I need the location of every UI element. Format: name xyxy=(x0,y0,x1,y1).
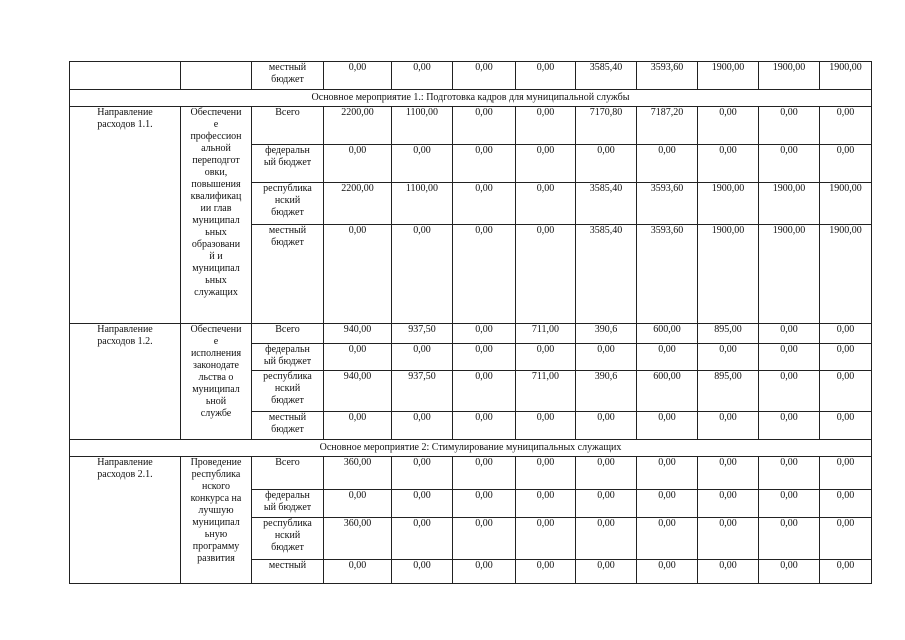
value-cell: 0,00 xyxy=(759,107,820,145)
value-cell: 360,00 xyxy=(324,518,392,560)
value-cell: 0,00 xyxy=(324,62,392,90)
value-cell: 0,00 xyxy=(324,560,392,584)
value-cell: 0,00 xyxy=(576,518,637,560)
value-cell: 0,00 xyxy=(759,490,820,518)
value-cell: 0,00 xyxy=(392,62,453,90)
value-cell: 0,00 xyxy=(759,344,820,371)
value-cell: 0,00 xyxy=(516,344,576,371)
value-cell: 0,00 xyxy=(698,107,759,145)
value-cell: 0,00 xyxy=(516,145,576,183)
direction-cell xyxy=(70,62,181,90)
value-cell: 0,00 xyxy=(637,518,698,560)
value-cell: 0,00 xyxy=(453,62,516,90)
value-cell: 0,00 xyxy=(698,560,759,584)
value-cell: 0,00 xyxy=(698,344,759,371)
value-cell: 2200,00 xyxy=(324,183,392,225)
value-cell: 0,00 xyxy=(576,145,637,183)
value-cell: 0,00 xyxy=(820,412,872,440)
value-cell: 0,00 xyxy=(759,371,820,412)
value-cell: 0,00 xyxy=(637,412,698,440)
value-cell: 1900,00 xyxy=(759,62,820,90)
value-cell: 0,00 xyxy=(637,560,698,584)
activity-cell: Проведение республика нского конкурса на лучшую муниципал ьную программу развития xyxy=(181,457,252,584)
value-cell: 600,00 xyxy=(637,371,698,412)
value-cell: 0,00 xyxy=(820,457,872,490)
value-cell: 0,00 xyxy=(392,457,453,490)
value-cell: 895,00 xyxy=(698,371,759,412)
value-cell: 0,00 xyxy=(516,225,576,324)
value-cell: 0,00 xyxy=(576,412,637,440)
value-cell: 0,00 xyxy=(820,145,872,183)
value-cell: 711,00 xyxy=(516,324,576,344)
direction-cell: Направление расходов 2.1. xyxy=(70,457,181,584)
value-cell: 0,00 xyxy=(453,344,516,371)
source-cell: федеральн ый бюджет xyxy=(252,490,324,518)
value-cell: 0,00 xyxy=(820,560,872,584)
value-cell: 0,00 xyxy=(453,490,516,518)
value-cell: 0,00 xyxy=(453,560,516,584)
value-cell: 0,00 xyxy=(637,145,698,183)
value-cell: 1900,00 xyxy=(698,183,759,225)
value-cell: 1100,00 xyxy=(392,183,453,225)
source-cell: местный xyxy=(252,560,324,584)
value-cell: 3593,60 xyxy=(637,183,698,225)
value-cell: 0,00 xyxy=(453,324,516,344)
table-row xyxy=(70,457,872,490)
source-cell: Всего xyxy=(252,324,324,344)
value-cell: 0,00 xyxy=(453,183,516,225)
value-cell: 390,6 xyxy=(576,371,637,412)
value-cell: 940,00 xyxy=(324,371,392,412)
source-cell: местный бюджет xyxy=(252,225,324,324)
value-cell: 3585,40 xyxy=(576,225,637,324)
activity-cell: Обеспечени е исполнения законодате льства о муниципал ьной службе xyxy=(181,324,252,440)
value-cell: 0,00 xyxy=(820,107,872,145)
value-cell: 0,00 xyxy=(516,183,576,225)
value-cell: 711,00 xyxy=(516,371,576,412)
value-cell: 0,00 xyxy=(759,457,820,490)
value-cell: 0,00 xyxy=(516,107,576,145)
value-cell: 0,00 xyxy=(324,145,392,183)
value-cell: 3593,60 xyxy=(637,62,698,90)
value-cell: 0,00 xyxy=(324,490,392,518)
value-cell: 0,00 xyxy=(392,344,453,371)
value-cell: 0,00 xyxy=(698,457,759,490)
value-cell: 360,00 xyxy=(324,457,392,490)
value-cell: 0,00 xyxy=(453,225,516,324)
value-cell: 0,00 xyxy=(637,344,698,371)
value-cell: 1900,00 xyxy=(698,225,759,324)
value-cell: 0,00 xyxy=(576,457,637,490)
source-cell: республика нский бюджет xyxy=(252,518,324,560)
value-cell: 895,00 xyxy=(698,324,759,344)
value-cell: 0,00 xyxy=(820,344,872,371)
value-cell: 0,00 xyxy=(576,560,637,584)
value-cell: 0,00 xyxy=(576,344,637,371)
value-cell: 937,50 xyxy=(392,371,453,412)
value-cell: 0,00 xyxy=(516,490,576,518)
value-cell: 0,00 xyxy=(453,107,516,145)
section-row xyxy=(70,440,872,457)
value-cell: 0,00 xyxy=(324,412,392,440)
value-cell: 0,00 xyxy=(759,560,820,584)
value-cell: 0,00 xyxy=(392,412,453,440)
value-cell: 0,00 xyxy=(392,490,453,518)
value-cell: 1900,00 xyxy=(820,62,872,90)
activity-cell: Обеспечени е профессион альной переподгот овки, повышения квалификац ии глав муниципал ьных образовани й и муниципал ьных служащих xyxy=(181,107,252,324)
value-cell: 937,50 xyxy=(392,324,453,344)
value-cell: 0,00 xyxy=(453,145,516,183)
value-cell: 1100,00 xyxy=(392,107,453,145)
value-cell: 0,00 xyxy=(820,518,872,560)
table-row xyxy=(70,107,872,145)
source-cell: республика нский бюджет xyxy=(252,371,324,412)
source-cell: местный бюджет xyxy=(252,62,324,90)
value-cell: 0,00 xyxy=(637,457,698,490)
source-cell: федеральн ый бюджет xyxy=(252,344,324,371)
value-cell: 0,00 xyxy=(324,225,392,324)
value-cell: 0,00 xyxy=(516,62,576,90)
value-cell: 0,00 xyxy=(392,560,453,584)
value-cell: 2200,00 xyxy=(324,107,392,145)
value-cell: 0,00 xyxy=(698,145,759,183)
value-cell: 0,00 xyxy=(820,490,872,518)
value-cell: 0,00 xyxy=(516,560,576,584)
value-cell: 1900,00 xyxy=(698,62,759,90)
value-cell: 0,00 xyxy=(759,412,820,440)
source-cell: местный бюджет xyxy=(252,412,324,440)
value-cell: 1900,00 xyxy=(759,225,820,324)
activity-cell xyxy=(181,62,252,90)
value-cell: 390,6 xyxy=(576,324,637,344)
value-cell: 0,00 xyxy=(324,344,392,371)
value-cell: 940,00 xyxy=(324,324,392,344)
value-cell: 0,00 xyxy=(698,490,759,518)
value-cell: 0,00 xyxy=(637,490,698,518)
value-cell: 0,00 xyxy=(516,412,576,440)
value-cell: 1900,00 xyxy=(759,183,820,225)
value-cell: 0,00 xyxy=(453,412,516,440)
value-cell: 0,00 xyxy=(453,518,516,560)
value-cell: 600,00 xyxy=(637,324,698,344)
value-cell: 0,00 xyxy=(759,518,820,560)
table-row xyxy=(70,62,872,90)
value-cell: 0,00 xyxy=(576,490,637,518)
source-cell: Всего xyxy=(252,457,324,490)
value-cell: 0,00 xyxy=(516,518,576,560)
value-cell: 0,00 xyxy=(820,324,872,344)
value-cell: 0,00 xyxy=(453,371,516,412)
value-cell: 0,00 xyxy=(392,145,453,183)
value-cell: 1900,00 xyxy=(820,183,872,225)
value-cell: 0,00 xyxy=(698,412,759,440)
value-cell: 3593,60 xyxy=(637,225,698,324)
value-cell: 0,00 xyxy=(759,324,820,344)
source-cell: республика нский бюджет xyxy=(252,183,324,225)
value-cell: 7187,20 xyxy=(637,107,698,145)
value-cell: 0,00 xyxy=(820,371,872,412)
table-row xyxy=(70,324,872,344)
source-cell: Всего xyxy=(252,107,324,145)
value-cell: 0,00 xyxy=(516,457,576,490)
value-cell: 0,00 xyxy=(453,457,516,490)
source-cell: федеральн ый бюджет xyxy=(252,145,324,183)
value-cell: 7170,80 xyxy=(576,107,637,145)
section-title: Основное мероприятие 2: Стимулирование муниципальных служащих xyxy=(70,440,872,457)
section-title: Основное мероприятие 1.: Подготовка кадров для муниципальной службы xyxy=(70,90,872,107)
value-cell: 1900,00 xyxy=(820,225,872,324)
direction-cell: Направление расходов 1.1. xyxy=(70,107,181,324)
section-row xyxy=(70,90,872,107)
direction-cell: Направление расходов 1.2. xyxy=(70,324,181,440)
value-cell: 0,00 xyxy=(759,145,820,183)
value-cell: 3585,40 xyxy=(576,183,637,225)
value-cell: 3585,40 xyxy=(576,62,637,90)
value-cell: 0,00 xyxy=(392,518,453,560)
value-cell: 0,00 xyxy=(392,225,453,324)
budget-table xyxy=(69,61,872,584)
value-cell: 0,00 xyxy=(698,518,759,560)
